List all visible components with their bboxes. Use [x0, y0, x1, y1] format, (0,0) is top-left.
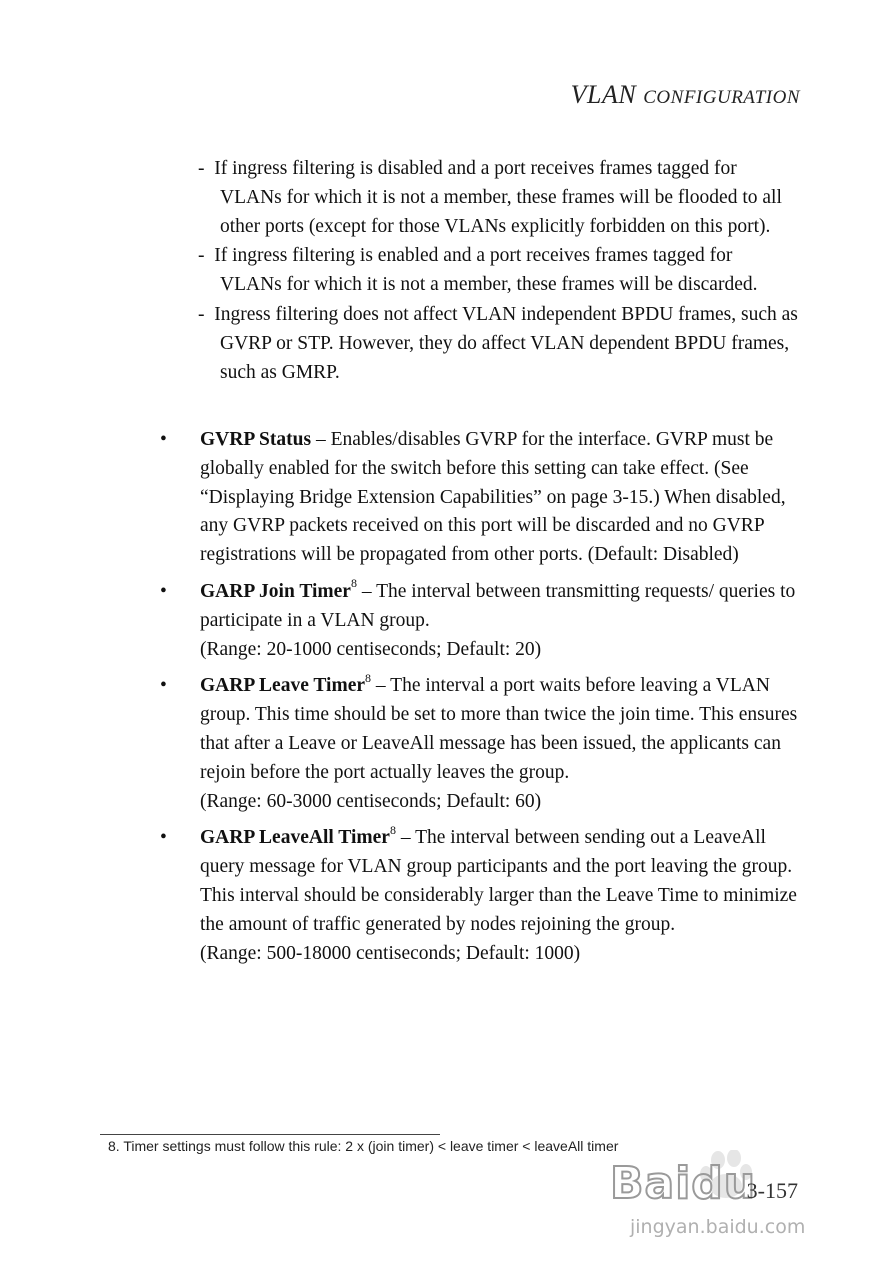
bullet-text: – Enables/disables GVRP for the interface. GVRP must be globally enabled for the switch before this setting can take effect. (See “Displaying Bridge Extension Capabilities” on page 3-15.) When disabled, any GVRP packets received on this port will be discarded and no GVRP registrations will be propagated from other ports. (Default: Disabled): [200, 429, 786, 566]
bullet-term: GARP LeaveAll Timer: [200, 827, 390, 849]
bullet-item-garp-leave-timer: [160, 672, 800, 816]
sub-dash: -: [198, 158, 205, 179]
bullet-term: GARP Leave Timer: [200, 675, 366, 697]
bullet-icon: •: [160, 429, 167, 450]
sub-text: If ingress filtering is disabled and a port receives frames tagged for VLANs for which it is not a member, these frames will be flooded to all other ports (except for those VLANs explicitly forbidden on this port).: [214, 158, 782, 237]
header-title-main: VLAN: [570, 80, 637, 109]
bullet-icon: •: [160, 675, 167, 697]
sub-item: [198, 242, 798, 300]
bullet-text: – The interval between sending out a LeaveAll query message for VLAN group participants and the port leaving the group. This interval should be considerably larger than the Leave Time to minimize the amount of traffic generated by nodes rejoining the group.: [200, 827, 797, 935]
sub-dash: -: [198, 245, 205, 267]
bullet-range: (Range: 60-3000 centiseconds; Default: 60): [200, 790, 542, 812]
bullet-item-gvrp-status: [160, 426, 800, 570]
bullet-icon: •: [160, 580, 167, 602]
sub-item: [198, 155, 798, 241]
bullet-item-garp-join-timer: [160, 578, 800, 664]
running-header: [571, 80, 800, 110]
sub-text: Ingress filtering does not affect VLAN independent BPDU frames, such as GVRP or STP. However, they do affect VLAN dependent BPDU frames, such as GMRP.: [214, 303, 798, 383]
bullet-item-garp-leaveall-timer: [160, 824, 800, 968]
sub-dash: -: [198, 303, 205, 325]
bullet-range: (Range: 500-18000 centiseconds; Default: 1000): [200, 942, 581, 964]
sub-text: If ingress filtering is enabled and a port receives frames tagged for VLANs for which it is not a member, these frames will be discarded.: [214, 245, 758, 296]
bullet-term: GVRP Status: [200, 429, 312, 450]
bullet-icon: •: [160, 827, 167, 849]
footnote-ref[interactable]: 8: [389, 822, 396, 837]
sub-list: [198, 155, 798, 388]
watermark-brand: Baidu: [610, 1158, 757, 1209]
footnote: 8. Timer settings must follow this rule: 2 x (join timer) < leave timer < leaveAll timer: [108, 1138, 619, 1154]
bullet-range: (Range: 20-1000 centiseconds; Default: 20): [200, 638, 542, 660]
bullet-list: [160, 426, 800, 976]
bullet-text: – The interval between transmitting requests/ queries to participate in a VLAN group.: [200, 580, 796, 631]
footnote-ref[interactable]: 8: [365, 670, 372, 685]
page-number: 3-157: [746, 1178, 798, 1203]
header-title-smallcaps: CONFIGURATION: [643, 87, 800, 108]
watermark-url: jingyan.baidu.com: [630, 1216, 806, 1238]
sub-item: [198, 301, 798, 387]
footnote-divider: [100, 1134, 440, 1135]
bullet-term: GARP Join Timer: [200, 580, 351, 602]
bullet-text: – The interval a port waits before leaving a VLAN group. This time should be set to more than twice the join time. This ensures that after a Leave or LeaveAll message has been issued, the applicants can rejoin before the port actually leaves the group.: [200, 675, 798, 783]
footnote-ref[interactable]: 8: [350, 576, 357, 591]
